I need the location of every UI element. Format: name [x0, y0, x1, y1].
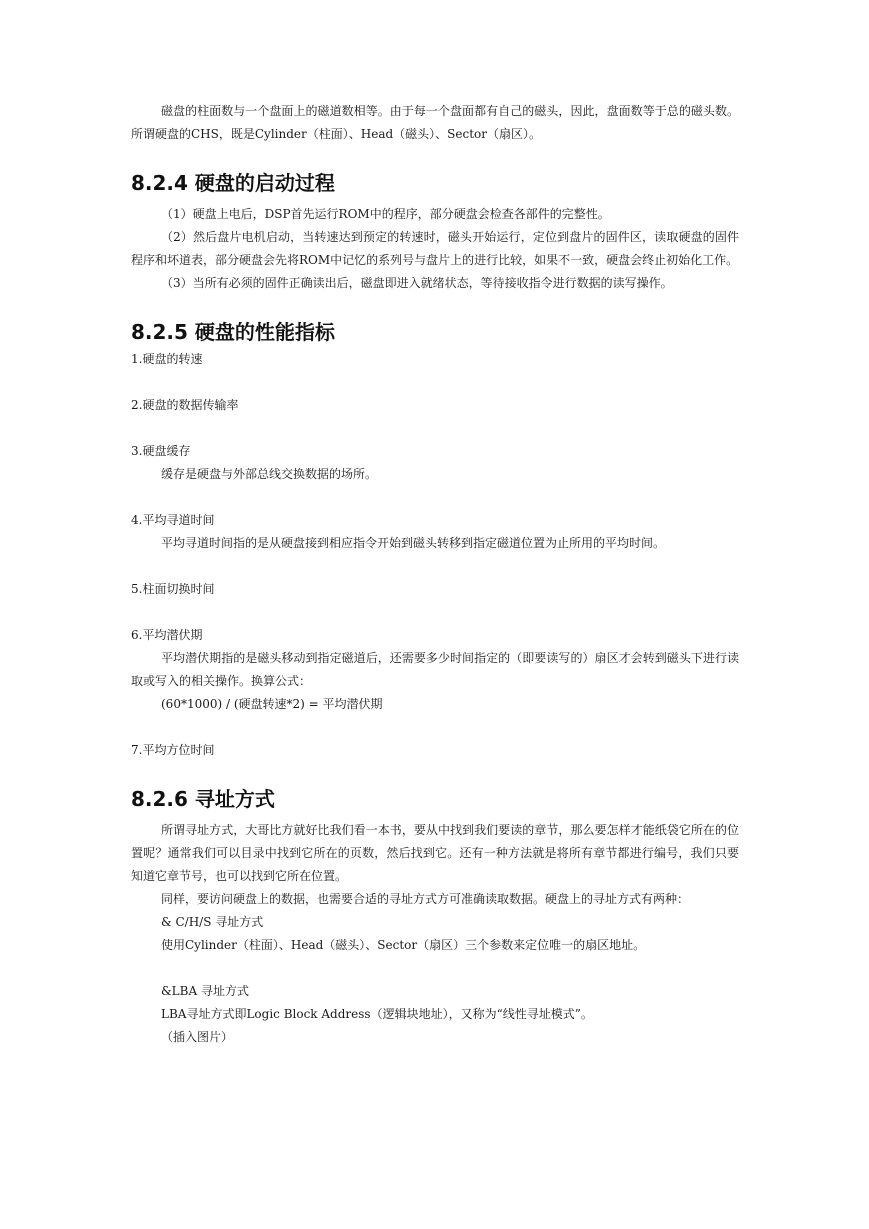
- startup-step-2: （2）然后盘片电机启动，当转速达到预定的转速时，磁头开始运行，定位到盘片的固件区，读取硬盘的固件程序和坏道表，部分硬盘会先将ROM中记忆的系列号与盘片上的进行比较，如果不一致，硬盘会终止初始化工作。: [131, 230, 739, 267]
- metric-item-6: 6.平均潜伏期: [131, 628, 203, 642]
- section-heading-8-2-4: 8.2.4 硬盘的启动过程: [131, 171, 335, 195]
- metric-item-6-description: 平均潜伏期指的是磁头移动到指定磁道后，还需要多少时间指定的（即要读写的）扇区才会转到磁头下进行读取或写入的相关操作。换算公式：: [131, 651, 739, 688]
- metric-item-5: 5.柱面切换时间: [131, 582, 215, 596]
- section-heading-8-2-5: 8.2.5 硬盘的性能指标: [131, 320, 335, 344]
- addressing-intro-paragraph: 所谓寻址方式，大哥比方就好比我们看一本书，要从中找到我们要读的章节，那么要怎样才能纸袋它所在的位置呢？通常我们可以目录中找到它所在的页数，然后找到它。还有一种方法就是将所有章节都进行编号，我们只要知道它章节号，也可以找到它所在位置。: [131, 823, 739, 883]
- metric-item-7: 7.平均方位时间: [131, 743, 215, 757]
- metric-item-3-description: 缓存是硬盘与外部总线交换数据的场所。: [161, 467, 378, 481]
- startup-step-1: （1）硬盘上电后，DSP首先运行ROM中的程序，部分硬盘会检查各部件的完整性。: [161, 207, 610, 221]
- chs-mode-title: & C/H/S 寻址方式: [161, 915, 264, 929]
- lba-mode-title: &LBA 寻址方式: [161, 984, 249, 998]
- document-page: [131, 100, 739, 1049]
- metric-item-2: 2.硬盘的数据传输率: [131, 398, 239, 412]
- latency-formula: (60*1000) / (硬盘转速*2) = 平均潜伏期: [161, 697, 383, 711]
- metric-item-4-description: 平均寻道时间指的是从硬盘接到相应指令开始到磁头转移到指定磁道位置为止所用的平均时间。: [161, 536, 666, 550]
- metric-item-4: 4.平均寻道时间: [131, 513, 215, 527]
- figure-placeholder-note: （插入图片）: [161, 1030, 234, 1044]
- addressing-modes-paragraph: 同样，要访问硬盘上的数据，也需要合适的寻址方式方可准确读取数据。硬盘上的寻址方式有两种：: [161, 892, 690, 906]
- metric-item-3: 3.硬盘缓存: [131, 444, 191, 458]
- intro-paragraph: 磁盘的柱面数与一个盘面上的磁道数相等。由于每一个盘面都有自己的磁头，因此，盘面数等于总的磁头数。所谓硬盘的CHS，既是Cylinder（柱面）、Head（磁头）、Sector（扇区）。: [131, 104, 739, 141]
- section-heading-8-2-6: 8.2.6 寻址方式: [131, 787, 275, 811]
- lba-mode-description: LBA寻址方式即Logic Block Address（逻辑块地址），又称为“线性寻址模式”。: [161, 1007, 593, 1021]
- startup-step-3: （3）当所有必须的固件正确读出后，磁盘即进入就绪状态，等待接收指令进行数据的读写操作。: [161, 276, 673, 290]
- metric-item-1: 1.硬盘的转速: [131, 352, 203, 366]
- chs-mode-description: 使用Cylinder（柱面）、Head（磁头）、Sector（扇区）三个参数来定位唯一的扇区地址。: [161, 938, 646, 952]
